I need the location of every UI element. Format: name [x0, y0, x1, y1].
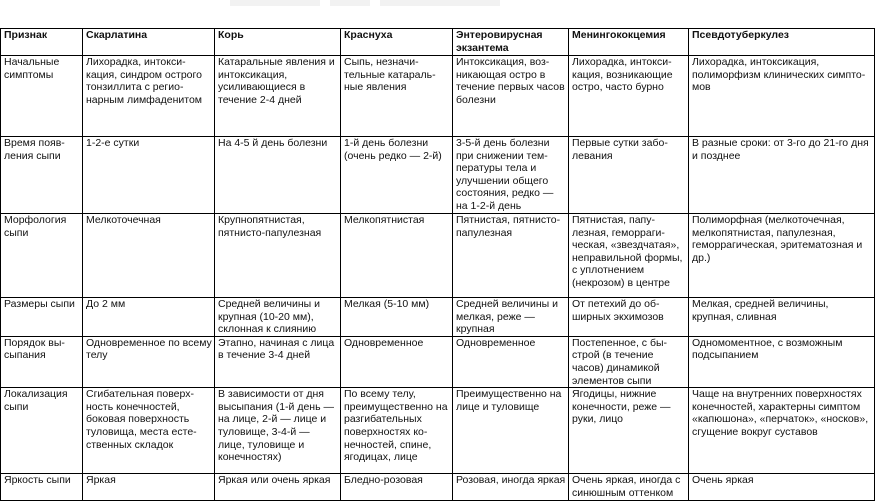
table-cell: Ягодицы, нижние конечности, реже — руки, лицо: [569, 388, 689, 474]
table-cell: Очень яркая, иногда с синюшным оттенком: [569, 474, 689, 501]
table-cell: Одновременное по всему телу: [83, 336, 215, 387]
table-cell: Крупнопятнистая, пятнисто-папулезная: [215, 214, 341, 298]
table-row: [1, 474, 875, 501]
table-cell: Одновременное: [341, 336, 453, 387]
column-header: Менингококцемия: [569, 29, 689, 56]
table-cell: Мелкоточечная: [83, 214, 215, 298]
table-cell: 1-й день болезни (очень редко — 2-й): [341, 137, 453, 214]
cropped-text-fragment: [330, 0, 370, 6]
table-cell: Первые сутки заболевания: [569, 137, 689, 214]
table-row: [1, 56, 875, 137]
table-cell: Яркая: [83, 474, 215, 501]
table-cell: Катаральные явления и интоксикация, усиливающиеся в течение 2-4 дней: [215, 56, 341, 137]
table-cell: Лихорадка, интоксикация, возникающие остро, часто бурно: [569, 56, 689, 137]
table-cell: Пятнистая, папулезная, геморрагическая, «звездчатая», неправильной формы, с уплотнением (некрозом) в центре: [569, 214, 689, 298]
row-label: Начальные симптомы: [1, 56, 83, 137]
table-cell: Одномоментное, с возможным подсыпанием: [689, 336, 875, 387]
table-cell: На 4-5 й день болезни: [215, 137, 341, 214]
table-row: [1, 298, 875, 337]
table-cell: Пятнистая, пятнисто-папулезная: [453, 214, 569, 298]
column-header: Энтеровирусная экзантема: [453, 29, 569, 56]
cropped-top-margin: [0, 0, 850, 28]
cropped-text-fragment: [230, 0, 320, 6]
row-label: Порядок высыпания: [1, 336, 83, 387]
row-label: Размеры сыпи: [1, 298, 83, 337]
table-cell: Розовая, иногда яркая: [453, 474, 569, 501]
table-cell: Сгибательная поверхность конечностей, боковая поверхность туловища, места естественных складок: [83, 388, 215, 474]
row-label: Локализация сыпи: [1, 388, 83, 474]
table-cell: В разные сроки: от 3-го до 21-го дня и позднее: [689, 137, 875, 214]
table-cell: Этапно, начиная с лица в течение 3-4 дней: [215, 336, 341, 387]
table-cell: До 2 мм: [83, 298, 215, 337]
column-header: Корь: [215, 29, 341, 56]
row-label: Время появления сыпи: [1, 137, 83, 214]
table-cell: Средней величины и крупная (10-20 мм), склонная к слиянию: [215, 298, 341, 337]
table-cell: Постепенное, с быстрой (в течение часов) динамикой элементов сыпи: [569, 336, 689, 387]
table-cell: Преимущественно на лице и туловище: [453, 388, 569, 474]
column-header: Краснуха: [341, 29, 453, 56]
table-cell: От петехий до обширных экхимозов: [569, 298, 689, 337]
column-header: Псевдотуберкулез: [689, 29, 875, 56]
table-cell: Интоксикация, возникающая остро в течение первых часов болезни: [453, 56, 569, 137]
table-cell: Яркая или очень яркая: [215, 474, 341, 501]
table-cell: Мелкопятнистая: [341, 214, 453, 298]
table-row: [1, 214, 875, 298]
column-header: Скарлатина: [83, 29, 215, 56]
table-cell: Бледно-розовая: [341, 474, 453, 501]
table-cell: Лихорадка, интоксикация, полиморфизм клинических симптомов: [689, 56, 875, 137]
table-cell: Полиморфная (мелкоточечная, мелкопятнистая, папулезная, геморрагическая, эритематозная и др.): [689, 214, 875, 298]
table-header-row: [1, 29, 875, 56]
table-cell: По всему телу, преимущественно на разгибательных поверхностях конечностей, спине, ягодицах, лице: [341, 388, 453, 474]
table-cell: Лихорадка, интоксикация, синдром острого тонзиллита с регионарным лимфаденитом: [83, 56, 215, 137]
table-row: [1, 388, 875, 474]
table-cell: 1-2-е сутки: [83, 137, 215, 214]
table-row: [1, 336, 875, 387]
table-cell: 3-5-й день болезни при снижении температуры тела и улучшении общего состояния, редко — на 1-2-й день: [453, 137, 569, 214]
row-label: Морфология сыпи: [1, 214, 83, 298]
table-row: [1, 137, 875, 214]
table-cell: Очень яркая: [689, 474, 875, 501]
table-cell: Чаще на внутренних поверхностях конечностей, характерны симптом «капюшона», «перчаток», «носков», сгущение вокруг суставов: [689, 388, 875, 474]
table-cell: Мелкая (5-10 мм): [341, 298, 453, 337]
table-cell: Сыпь, незначительные катаральные явления: [341, 56, 453, 137]
column-header: Признак: [1, 29, 83, 56]
table-cell: Средней величины и мелкая, реже — крупная: [453, 298, 569, 337]
differential-diagnosis-table: [0, 28, 875, 501]
table-cell: Одновременное: [453, 336, 569, 387]
cropped-text-fragment: [380, 0, 500, 6]
table-cell: Мелкая, средней величины, крупная, сливная: [689, 298, 875, 337]
table-cell: В зависимости от дня высыпания (1-й день — на лице, 2-й — лице и туловище, 3-4-й — лице, туловище и конечностях): [215, 388, 341, 474]
row-label: Яркость сыпи: [1, 474, 83, 501]
